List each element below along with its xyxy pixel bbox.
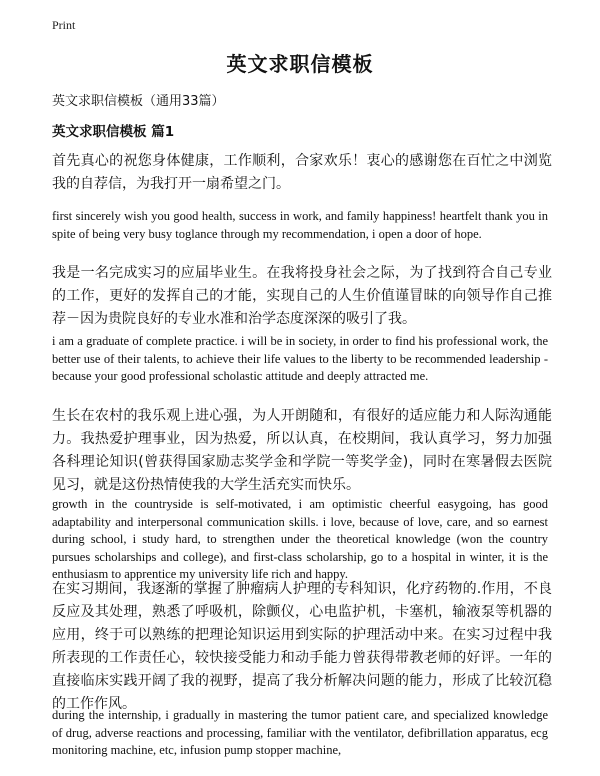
paragraph-en-1: first sincerely wish you good health, success in work, and family happiness! heartfelt thank you in spite of being very busy toglance through my recommendation, i open a door of hope.: [52, 209, 548, 241]
page-title: 英文求职信模板: [226, 52, 374, 76]
paragraph-en-4: during the internship, i gradually in mastering the tumor patient care, and specialized knowledge of drug, adverse reactions and processing, familiar with the ventilator, defibrillation apparatus, ecg monitoring machine, etc, infusion pump stopper machine,: [52, 708, 548, 757]
paragraph-zh-2: 我是一名完成实习的应届毕业生。在我将投身社会之际，为了找到符合自己专业的工作，更好的发挥自己的才能，实现自己的人生价值谨冒昧的向领导作自己推荐－因为贵院良好的专业水准和治学态度深深的吸引了我。: [52, 265, 552, 327]
paragraph-zh-4: 在实习期间，我逐渐的掌握了肿瘤病人护理的专科知识，化疗药物的.作用，不良反应及其处理，熟悉了呼吸机，除颤仪，心电监护机，卡塞机，输液泵等机器的应用，终于可以熟练的把理论知识运用到实际的护理活动中来。在实习过程中我所表现的工作责任心，较快接受能力和动手能力曾获得带教老师的好评。一年的直接临床实践开阔了我的视野，提高了我分析解决问题的能力，形成了比较沉稳的工作作风。: [52, 581, 552, 712]
paragraph-en-3: growth in the countryside is self-motivated, i am optimistic cheerful easygoing, has good adaptability and interpersonal communication skills. i love, because of love, care, and so earnest during school, i study hard, to strengthen under the theoretical knowledge (won the country pursues scholarships and college), and first-class scholarship, go to a hospital in winter, it is the enthusiasm to apprentice my university life rich and happy.: [52, 497, 548, 581]
paragraph-en-2: i am a graduate of complete practice. i will be in society, in order to find his professional work, the better use of their talents, to achieve their life values to the liberty to be recommended leadership - because your good professional scholastic attitude and deeply attracted me.: [52, 334, 548, 383]
paragraph-zh-1: 首先真心的祝您身体健康，工作顺利，合家欢乐！衷心的感谢您在百忙之中浏览我的自荐信，为我打开一扇希望之门。: [52, 153, 552, 192]
document-subtitle: 英文求职信模板（通用33篇）: [52, 94, 225, 109]
paragraph-zh-3: 生长在农村的我乐观上进心强，为人开朗随和，有很好的适应能力和人际沟通能力。我热爱护理事业，因为热爱，所以认真，在校期间，我认真学习，努力加强各科理论知识(曾获得国家励志奖学金和学院一等奖学金)，同时在寒暑假去医院见习，就是这份热情使我的大学生活充实而快乐。: [52, 408, 552, 493]
section-heading: 英文求职信模板 篇1: [52, 124, 175, 140]
print-link[interactable]: Print: [52, 18, 76, 32]
